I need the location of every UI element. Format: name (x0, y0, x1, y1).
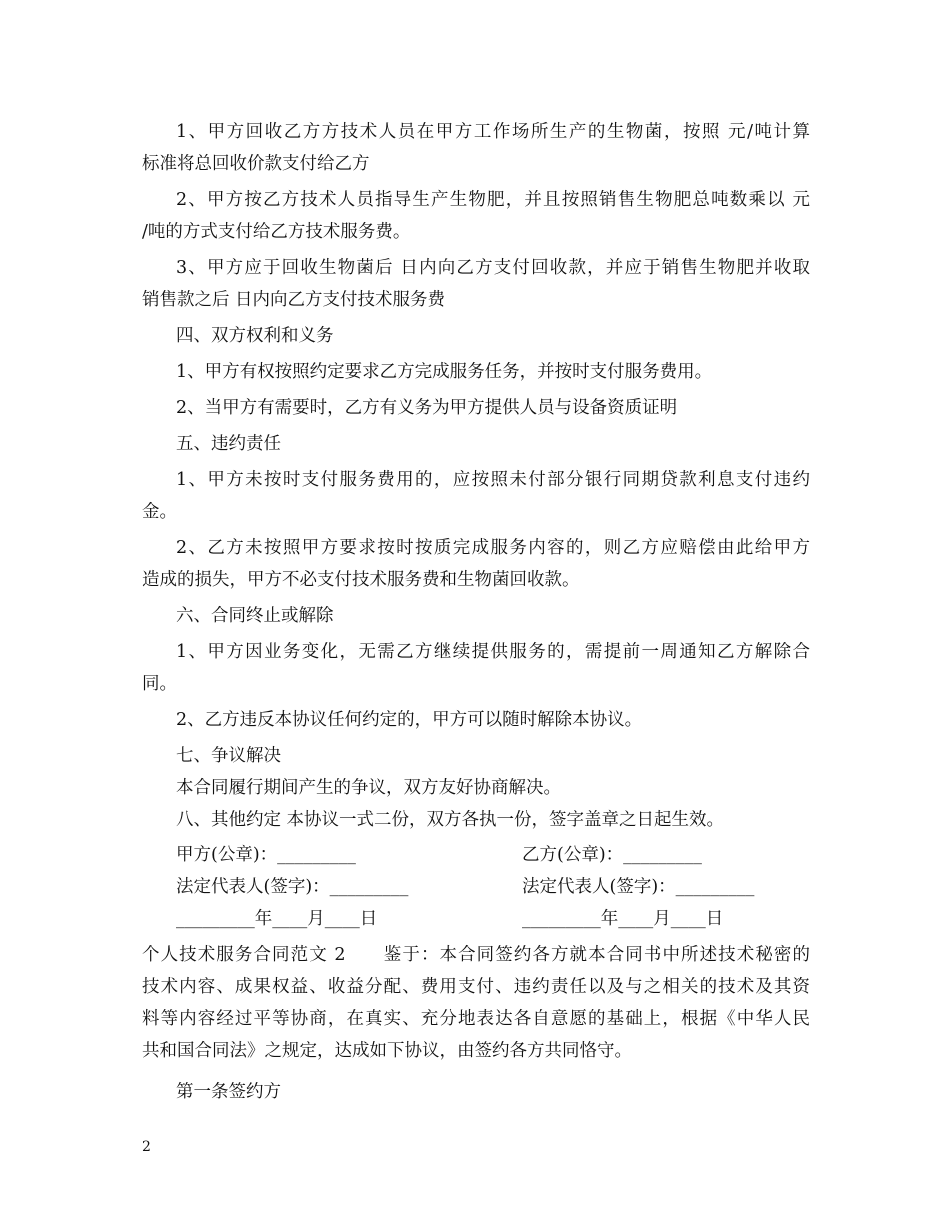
second-contract-line: 个人技术服务合同范文 2 鉴于：本合同签约各方就本合同书中所述技术秘密的 (142, 945, 810, 965)
paragraph-line: 四、双方权利和义务 (176, 326, 334, 346)
paragraph-line: 本合同履行期间产生的争议，双方友好协商解决。 (176, 778, 561, 798)
party-a-seal: 甲方(公章)：_________ (176, 845, 356, 865)
paragraph-line: 3、甲方应于回收生物菌后 日内向乙方支付回收款，并应于销售生物肥并收取 (176, 258, 810, 278)
paragraph-line: 八、其他约定 本协议一式二份，双方各执一份，签字盖章之日起生效。 (176, 810, 725, 830)
paragraph-line: 造成的损失，甲方不必支付技术服务费和生物菌回收款。 (142, 570, 580, 590)
party-b-representative: 法定代表人(签字)：_________ (522, 877, 755, 897)
paragraph-line: 2、当甲方有需要时，乙方有义务为甲方提供人员与设备资质证明 (176, 398, 678, 418)
second-contract-line: 料等内容经过平等协商，在真实、充分地表达各自意愿的基础上，根据《中华人民 (142, 1009, 810, 1029)
paragraph-line: 2、乙方未按照甲方要求按时按质完成服务内容的，则乙方应赔偿由此给甲方 (176, 538, 810, 558)
paragraph-line: 六、合同终止或解除 (176, 606, 334, 626)
party-a-date: _________年____月____日 (176, 909, 378, 929)
paragraph-line: 1、甲方因业务变化，无需乙方继续提供服务的，需提前一周通知乙方解除合 (176, 642, 810, 662)
paragraph-line: 销售款之后 日内向乙方支付技术服务费 (142, 290, 446, 310)
party-b-date: _________年____月____日 (522, 909, 724, 929)
paragraph-line: 2、乙方违反本协议任何约定的，甲方可以随时解除本协议。 (176, 710, 643, 730)
page-number: 2 (142, 1139, 151, 1155)
paragraph-line: 金。 (142, 502, 177, 522)
paragraph-line: /吨的方式支付给乙方技术服务费。 (142, 222, 411, 242)
paragraph-line: 五、违约责任 (176, 434, 281, 454)
paragraph-line: 1、甲方回收乙方方技术人员在甲方工作场所生产的生物菌，按照 元/吨计算 (176, 122, 810, 142)
second-contract-line: 共和国合同法》之规定，达成如下协议，由签约各方共同恪守。 (142, 1041, 632, 1061)
second-contract-line: 技术内容、成果权益、收益分配、费用支付、违约责任以及与之相关的技术及其资 (142, 977, 810, 997)
party-a-representative: 法定代表人(签字)：_________ (176, 877, 409, 897)
party-b-seal: 乙方(公章)：_________ (522, 845, 702, 865)
paragraph-line: 同。 (142, 674, 177, 694)
paragraph-line: 1、甲方有权按照约定要求乙方完成服务任务，并按时支付服务费用。 (176, 362, 713, 382)
paragraph-line: 七、争议解决 (176, 746, 281, 766)
paragraph-line: 标准将总回收价款支付给乙方 (142, 154, 370, 174)
paragraph-line: 2、甲方按乙方技术人员指导生产生物肥，并且按照销售生物肥总吨数乘以 元 (176, 190, 810, 210)
second-contract-line: 第一条签约方 (176, 1082, 281, 1102)
paragraph-line: 1、甲方未按时支付服务费用的，应按照未付部分银行同期贷款利息支付违约 (176, 470, 810, 490)
